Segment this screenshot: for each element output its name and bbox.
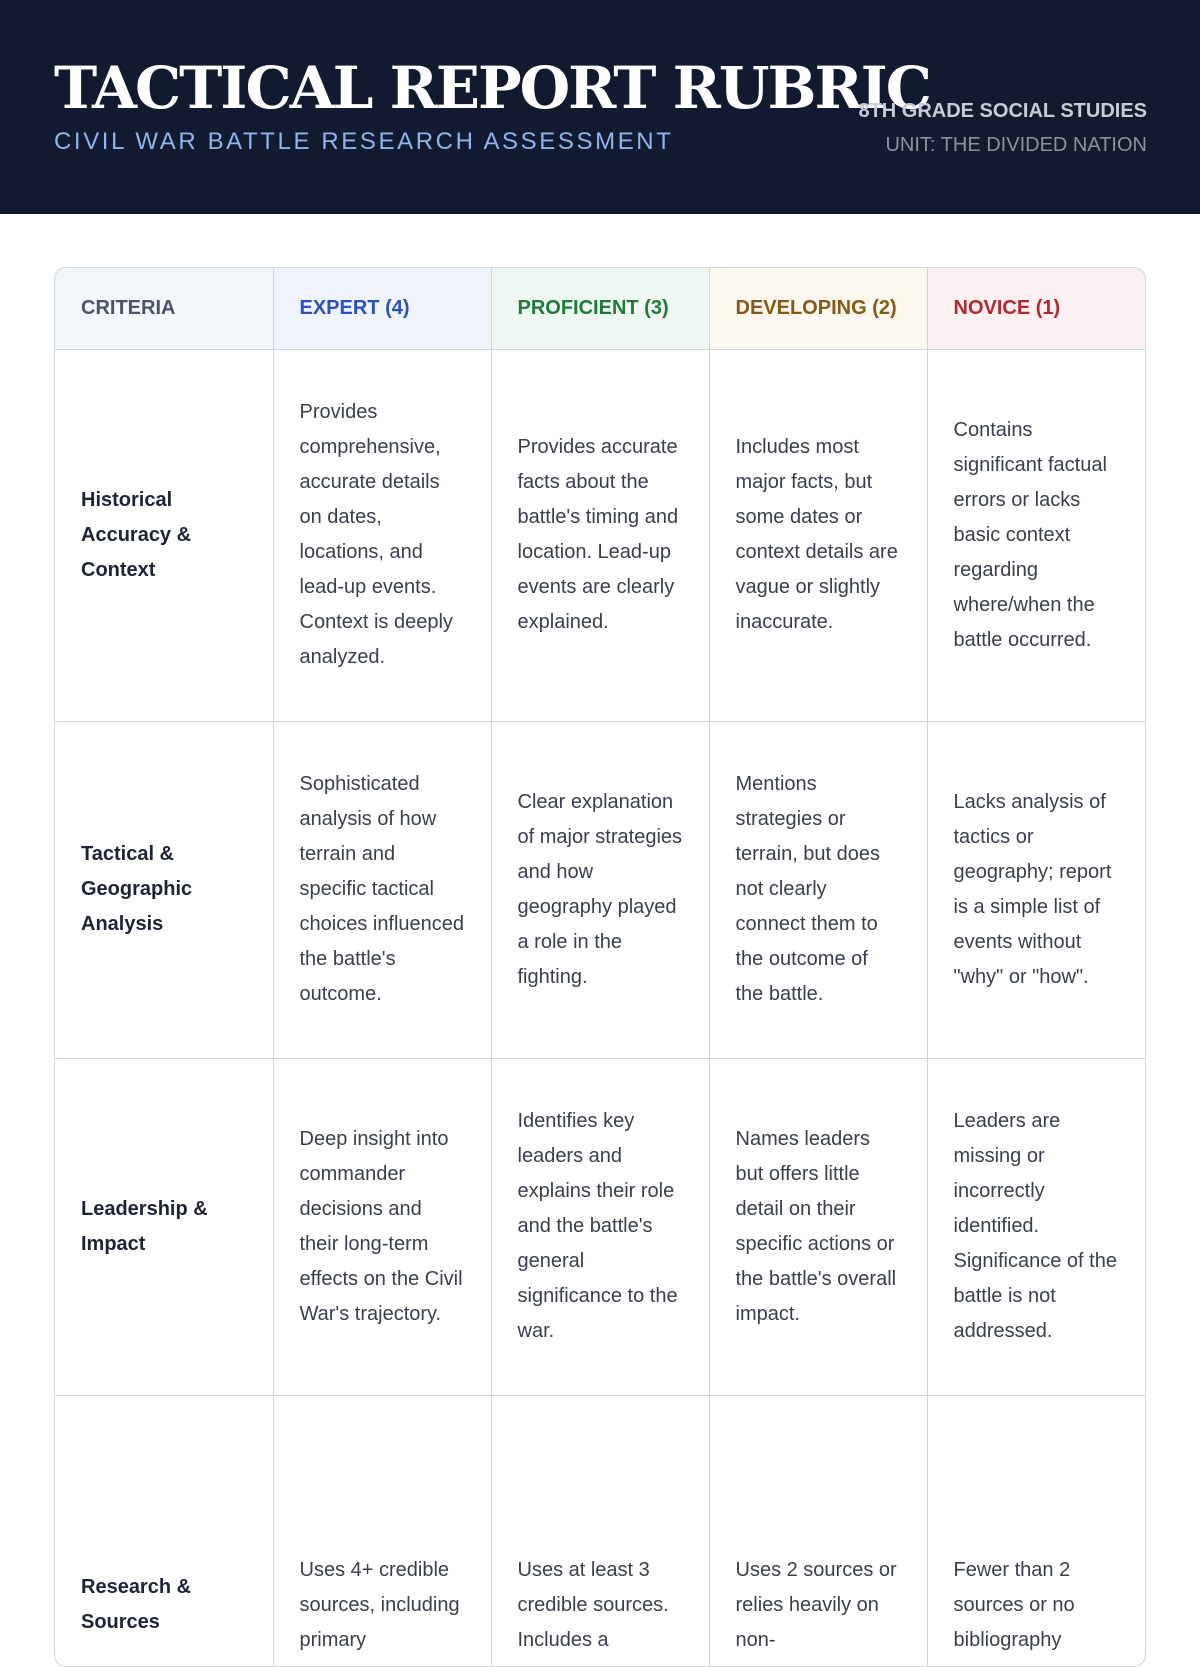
table-row: [55, 721, 1146, 1058]
rubric-table-container: [54, 267, 1146, 1667]
developing-cell: Includes most major facts, but some dates or context details are vague or slightly inaccurate.: [709, 349, 927, 721]
page-title: TACTICAL REPORT RUBRIC: [54, 54, 930, 122]
proficient-cell: Clear explanation of major strategies and how geography played a role in the fighting.: [491, 721, 709, 1058]
novice-cell: Leaders are missing or incorrectly identified. Significance of the battle is not addressed.: [927, 1058, 1146, 1395]
table-row: [55, 1395, 1146, 1667]
developing-cell: Uses 2 sources or relies heavily on non-: [709, 1395, 927, 1667]
developing-cell: Mentions strategies or terrain, but does not clearly connect them to the outcome of the battle.: [709, 721, 927, 1058]
column-header-criteria: CRITERIA: [55, 268, 273, 349]
expert-cell: Deep insight into commander decisions and their long-term effects on the Civil War's trajectory.: [273, 1058, 491, 1395]
table-row: [55, 349, 1146, 721]
proficient-cell: Identifies key leaders and explains their role and the battle's general significance to the war.: [491, 1058, 709, 1395]
proficient-cell: Uses at least 3 credible sources. Includes a: [491, 1395, 709, 1667]
novice-cell: Fewer than 2 sources or no bibliography: [927, 1395, 1146, 1667]
developing-cell: Names leaders but offers little detail on their specific actions or the battle's overall impact.: [709, 1058, 927, 1395]
column-header-novice: NOVICE (1): [927, 268, 1146, 349]
criteria-cell: Historical Accuracy & Context: [55, 349, 273, 721]
page-header: [0, 0, 1200, 214]
novice-cell: Contains significant factual errors or lacks basic context regarding where/when the battle occurred.: [927, 349, 1146, 721]
criteria-cell: Research & Sources: [55, 1395, 273, 1667]
proficient-cell: Provides accurate facts about the battle's timing and location. Lead-up events are clearly explained.: [491, 349, 709, 721]
column-header-proficient: PROFICIENT (3): [491, 268, 709, 349]
grade-label: 8TH GRADE SOCIAL STUDIES: [858, 100, 1147, 122]
header-row: [55, 268, 1146, 349]
column-header-expert: EXPERT (4): [273, 268, 491, 349]
column-header-developing: DEVELOPING (2): [709, 268, 927, 349]
criteria-cell: Tactical & Geographic Analysis: [55, 721, 273, 1058]
novice-cell: Lacks analysis of tactics or geography; report is a simple list of events without "why" or "how".: [927, 721, 1146, 1058]
rubric-table: [55, 268, 1146, 1667]
expert-cell: Sophisticated analysis of how terrain and specific tactical choices influenced the battle's outcome.: [273, 721, 491, 1058]
expert-cell: Uses 4+ credible sources, including primary: [273, 1395, 491, 1667]
table-row: [55, 1058, 1146, 1395]
criteria-cell: Leadership & Impact: [55, 1058, 273, 1395]
page-subtitle: CIVIL WAR BATTLE RESEARCH ASSESSMENT: [54, 128, 674, 155]
expert-cell: Provides comprehensive, accurate details on dates, locations, and lead-up events. Context is deeply analyzed.: [273, 349, 491, 721]
unit-label: UNIT: THE DIVIDED NATION: [885, 134, 1147, 156]
